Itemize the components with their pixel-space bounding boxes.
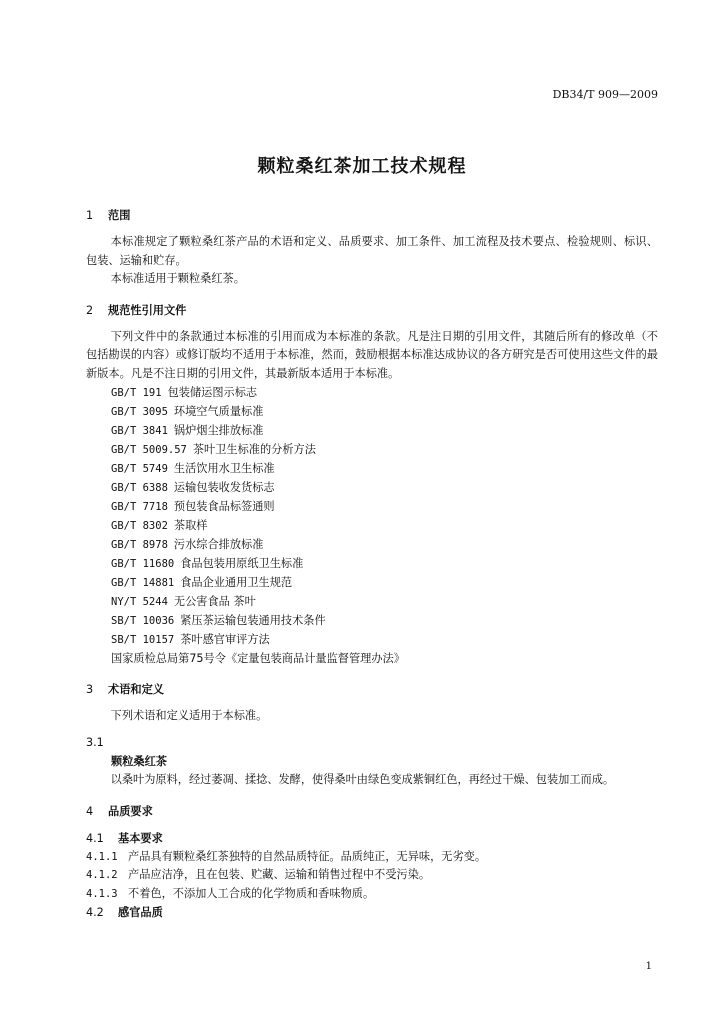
paragraph: 本标准规定了颗粒桑红茶产品的术语和定义、品质要求、加工条件、加工流程及技术要点、检验规则、标识、包装、运输和贮存。 [86,235,658,267]
reference-code: GB/T 6388 [111,482,168,494]
section-heading [86,680,658,699]
standard-code: DB34/T 909—2009 [552,88,658,101]
reference-code: GB/T 7718 [111,501,168,513]
page-title: 颗粒桑红茶加工技术规程 [257,156,467,177]
clause-number: 4.1.1 [86,850,118,863]
section-heading [86,206,658,225]
clause-number: 4.1.3 [86,887,118,900]
reference-name: 环境空气质量标准 [173,405,264,418]
reference-code: NY/T 5244 [111,596,168,608]
reference-name: 食品企业通用卫生规范 [180,576,293,589]
reference-name: 污水综合排放标准 [173,538,264,551]
section-title: 规范性引用文件 [108,303,187,317]
reference-name: 茶叶感官审评方法 [180,633,270,646]
paragraph: 本标准适用于颗粒桑红茶。 [110,272,245,285]
clause-text: 不着色，不添加人工合成的化学物质和香味物质。 [128,886,375,900]
term-definition: 以桑叶为原料，经过萎凋、揉捻、发酵，使得桑叶由绿色变成紫铜红色，再经过干燥、包装加工而成。 [110,773,615,786]
section-heading [86,301,658,320]
reference-code: GB/T 8978 [111,539,168,551]
reference-name: 茶叶卫生标准的分析方法 [192,443,316,456]
paragraph: 下列文件中的条款通过本标准的引用而成为本标准的条款。凡是注日期的引用文件，其随后所有的修改单（不包括勘误的内容）或修订版均不适用于本标准，然而，鼓励根据本标准达成协议的各方研究是否可使用这些文件的最新版本。凡是不注日期的引用文件，其最新版本适用于本标准。 [86,329,658,380]
reference-code: GB/T 3095 [111,406,168,418]
reference-name: 紧压茶运输包装通用技术条件 [180,614,326,627]
document-body [86,206,658,922]
reference-code: GB/T 11680 [111,558,175,570]
reference-name: 茶取样 [173,519,208,532]
section-number: 3 [86,683,94,696]
section-title: 术语和定义 [108,683,164,696]
reference-item [86,630,658,649]
page-number: 1 [645,961,652,972]
clause-text: 产品具有颗粒桑红茶独特的自然品质特征。品质纯正，无异味，无劣变。 [128,849,487,863]
reference-item [86,497,658,516]
reference-name: 预包装食品标签通则 [173,500,275,513]
reference-name: 无公害食品 茶叶 [173,595,256,608]
section-number: 4 [86,804,94,818]
section-heading [86,802,658,821]
subsection-heading [86,903,658,922]
section-title: 范围 [108,209,131,222]
subsection-number: 4.2 [86,906,104,919]
reference-name: 锅炉烟尘排放标准 [173,424,264,437]
reference-name: 运输包装收发货标志 [173,481,275,494]
reference-code: SB/T 10036 [111,615,175,627]
term-title: 颗粒桑红茶 [111,755,167,768]
reference-code: GB/T 5009.57 [111,444,187,456]
section-number: 2 [86,303,94,317]
subsection-heading [86,829,658,848]
reference-code: GB/T 3841 [111,425,168,437]
reference-item [86,478,658,497]
clause-text: 产品应洁净，且在包装、贮藏、运输和销售过程中不受污染。 [128,868,431,881]
reference-code: GB/T 14881 [111,577,175,589]
term-number: 3.1 [86,735,104,749]
subsection-title: 感官品质 [118,906,163,919]
paragraph: 下列术语和定义适用于本标准。 [110,709,268,722]
reference-item [86,516,658,535]
reference-name: 生活饮用水卫生标准 [173,462,275,475]
reference-item [86,421,658,440]
section-title: 品质要求 [108,804,153,818]
clause-item [86,866,658,885]
reference-item [86,459,658,478]
subsection-title: 基本要求 [118,831,163,845]
reference-list [86,383,658,649]
reference-code: SB/T 10157 [111,634,175,646]
reference-code: GB/T 5749 [111,463,168,475]
section-number: 1 [86,209,94,222]
reference-item [86,383,658,402]
reference-code: GB/T 8302 [111,520,168,532]
reference-name: 食品包装用原纸卫生标准 [180,557,304,570]
reference-name: 包装储运图示标志 [167,386,258,399]
clause-item [86,885,658,904]
reference-item [86,440,658,459]
reference-item [86,573,658,592]
clause-list [86,848,658,904]
reference-item [86,611,658,630]
reference-item [86,554,658,573]
reference-item [86,535,658,554]
reference-item: 国家质检总局第75号令《定量包装商品计量监督管理办法》 [111,652,405,665]
clause-item [86,848,658,867]
subsection-number: 4.1 [86,831,104,845]
clause-number: 4.1.2 [86,869,118,881]
reference-code: GB/T 191 [111,387,162,399]
reference-item [86,592,658,611]
reference-item [86,402,658,421]
